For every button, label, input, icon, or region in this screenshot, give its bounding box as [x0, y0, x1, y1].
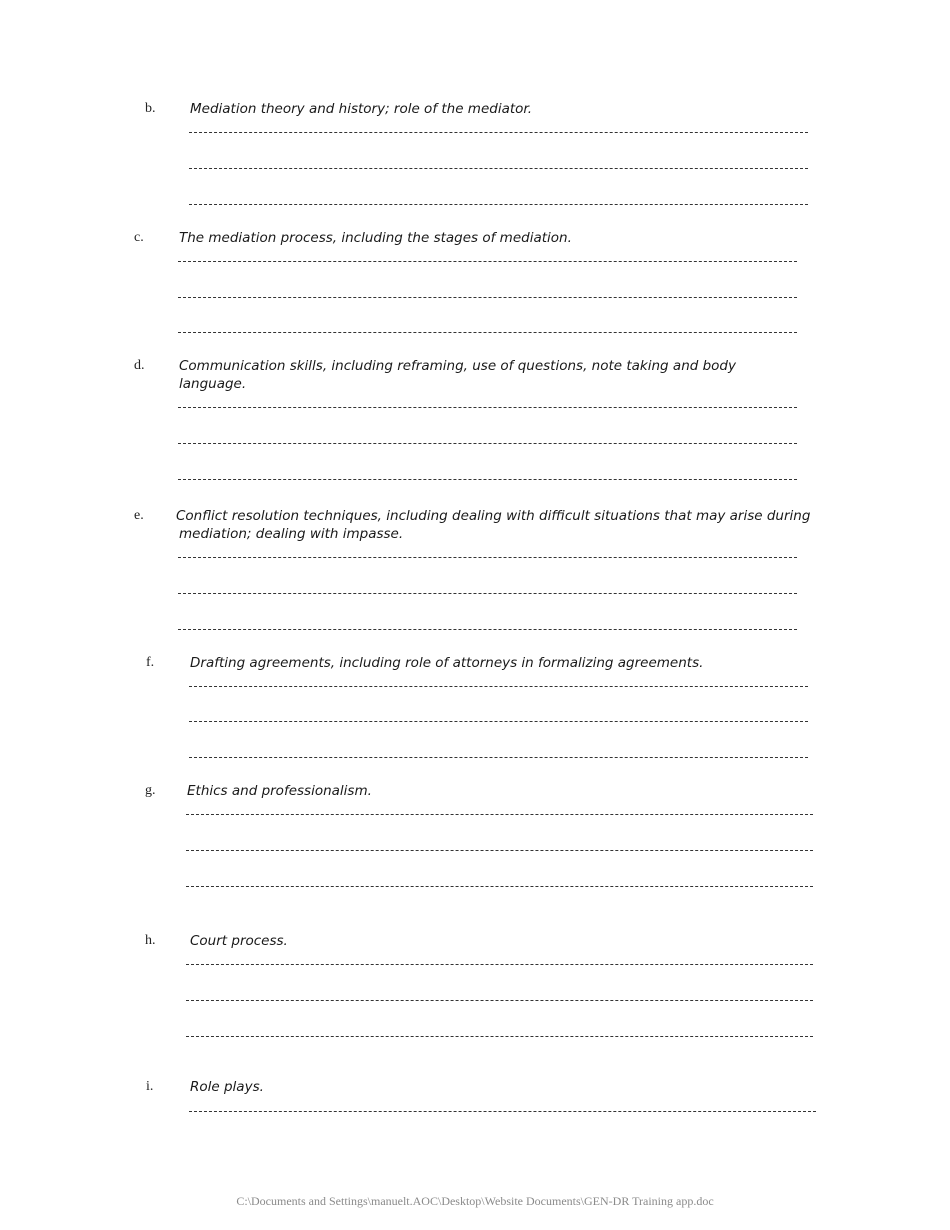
item-text: Drafting agreements, including role of attorneys in formalizing agreements. [190, 655, 704, 671]
item-text: The mediation process, including the stages of mediation. [179, 230, 572, 246]
answer-line[interactable] [186, 964, 813, 965]
answer-line[interactable] [189, 168, 808, 169]
item-text: Mediation theory and history; role of the mediator. [190, 101, 533, 117]
item-letter: c. [134, 230, 144, 245]
answer-line[interactable] [189, 132, 808, 133]
item-letter: e. [134, 508, 144, 523]
answer-line[interactable] [189, 1111, 816, 1112]
item-text-line2: mediation; dealing with impasse. [179, 526, 404, 542]
answer-line[interactable] [189, 204, 808, 205]
answer-line[interactable] [178, 479, 797, 480]
item-text-line2: language. [179, 376, 247, 392]
item-letter: g. [145, 783, 156, 798]
item-letter: d. [134, 358, 145, 373]
item-letter: b. [145, 101, 156, 116]
item-letter: i. [146, 1079, 154, 1094]
answer-line[interactable] [186, 1000, 813, 1001]
item-text: Ethics and professionalism. [187, 783, 372, 799]
answer-line[interactable] [186, 850, 813, 851]
answer-line[interactable] [186, 886, 813, 887]
item-text-line1: Conflict resolution techniques, including dealing with difficult situations that may arise during [176, 508, 811, 524]
answer-line[interactable] [186, 814, 813, 815]
item-letter: h. [145, 933, 156, 948]
answer-line[interactable] [178, 557, 797, 558]
answer-line[interactable] [178, 443, 797, 444]
answer-line[interactable] [178, 332, 797, 333]
item-letter: f. [146, 655, 155, 670]
item-text: Court process. [190, 933, 288, 949]
answer-line[interactable] [178, 261, 797, 262]
answer-line[interactable] [178, 593, 797, 594]
item-text: Role plays. [190, 1079, 264, 1095]
answer-line[interactable] [178, 297, 797, 298]
answer-line[interactable] [186, 1036, 813, 1037]
answer-line[interactable] [189, 757, 808, 758]
item-text-line1: Communication skills, including reframing, use of questions, note taking and body [179, 358, 736, 374]
answer-line[interactable] [189, 721, 808, 722]
answer-line[interactable] [178, 629, 797, 630]
file-path-footer: C:\Documents and Settings\manuelt.AOC\Desktop\Website Documents\GEN-DR Training app.doc [236, 1194, 714, 1208]
answer-line[interactable] [178, 407, 797, 408]
answer-line[interactable] [189, 686, 808, 687]
